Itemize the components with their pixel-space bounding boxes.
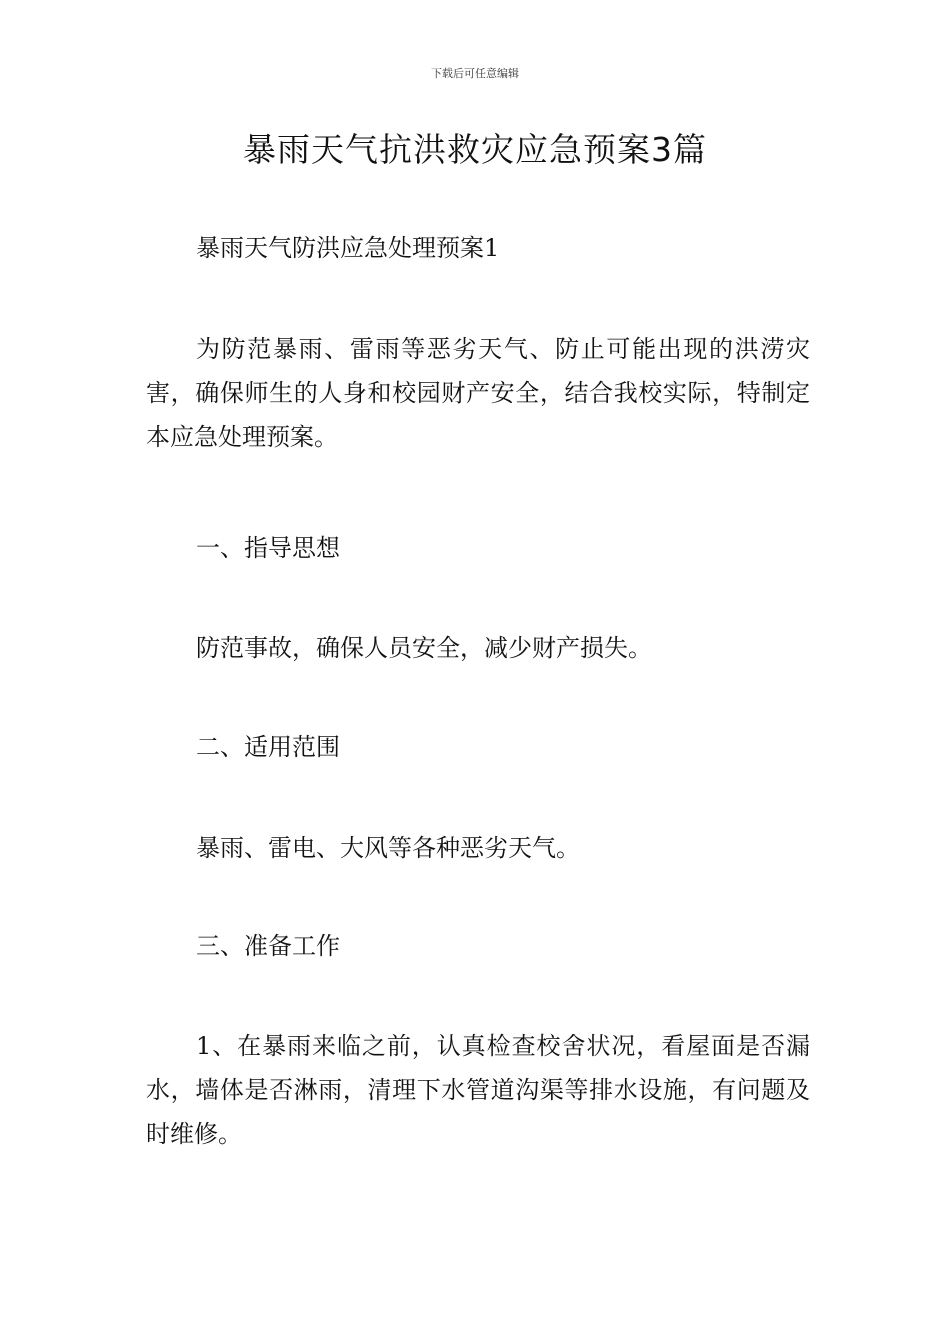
document-title: 暴雨天气抗洪救灾应急预案3篇	[243, 130, 707, 169]
section-heading-guiding-ideology: 一、指导思想	[196, 534, 340, 562]
intro-paragraph: 为防范暴雨、雷雨等恶劣天气、防止可能出现的洪涝灾害，确保师生的人身和校园财产安全，结合我校实际，特制定本应急处理预案。	[146, 335, 810, 451]
section-heading-preparation: 三、准备工作	[196, 932, 340, 960]
section-heading-plan-1: 暴雨天气防洪应急处理预案1	[196, 234, 500, 262]
guiding-ideology-paragraph: 防范事故，确保人员安全，减少财产损失。	[196, 634, 652, 662]
scope-paragraph: 暴雨、雷电、大风等各种恶劣天气。	[196, 834, 580, 862]
header-note: 下载后可任意编辑	[431, 67, 519, 80]
preparation-item-1: 1、在暴雨来临之前，认真检查校舍状况，看屋面是否漏水，墙体是否淋雨，清理下水管道沟渠等排水设施，有问题及时维修。	[146, 1032, 810, 1148]
section-heading-scope: 二、适用范围	[196, 733, 340, 761]
